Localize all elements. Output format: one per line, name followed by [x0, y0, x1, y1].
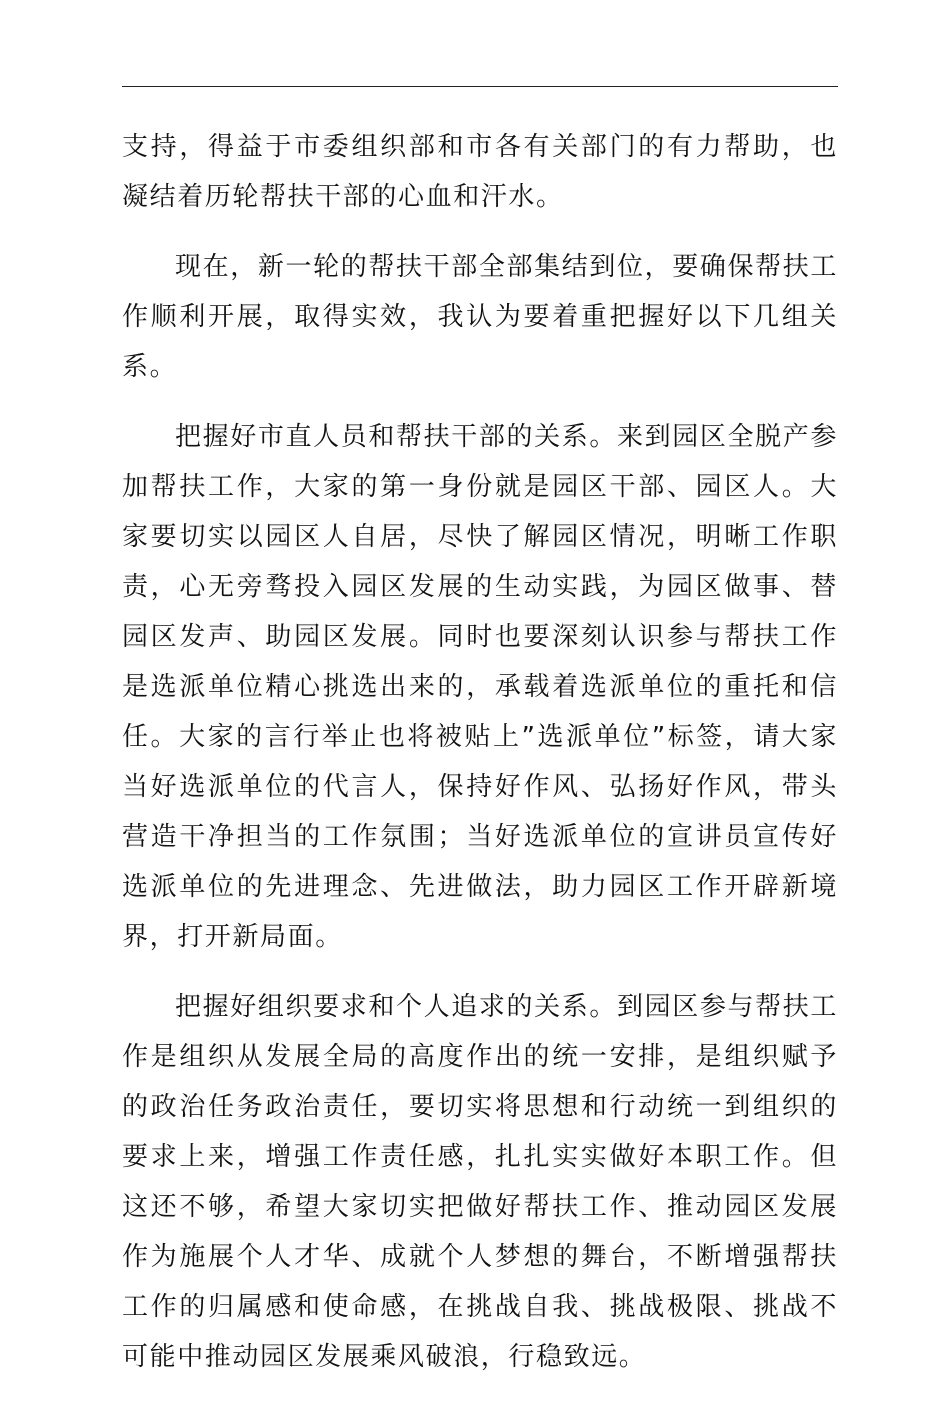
paragraph-4: 把握好组织要求和个人追求的关系。到园区参与帮扶工作是组织从发展全局的高度作出的统一安排，是组织赋予的政治任务政治责任，要切实将思想和行动统一到组织的要求上来，增强工作责任感，扎扎实实做好本职工作。但这还不够，希望大家切实把做好帮扶工作、推动园区发展作为施展个人才华、成就个人梦想的舞台，不断增强帮扶工作的归属感和使命感，在挑战自我、挑战极限、挑战不可能中推动园区发展乘风破浪，行稳致远。: [122, 992, 838, 1372]
paragraph-1: 支持，得益于市委组织部和市各有关部门的有力帮助，也凝结着历轮帮扶干部的心血和汗水。: [122, 132, 838, 212]
paragraph-2: 现在，新一轮的帮扶干部全部集结到位，要确保帮扶工作顺利开展，取得实效，我认为要着重把握好以下几组关系。: [122, 252, 838, 382]
paragraph-3: 把握好市直人员和帮扶干部的关系。来到园区全脱产参加帮扶工作，大家的第一身份就是园区干部、园区人。大家要切实以园区人自居，尽快了解园区情况，明晰工作职责，心无旁骛投入园区发展的生动实践，为园区做事、替园区发声、助园区发展。同时也要深刻认识参与帮扶工作是选派单位精心挑选出来的，承载着选派单位的重托和信任。大家的言行举止也将被贴上”选派单位”标签，请大家当好选派单位的代言人，保持好作风、弘扬好作风，带头营造干净担当的工作氛围；当好选派单位的宣讲员宣传好选派单位的先进理念、先进做法，助力园区工作开辟新境界，打开新局面。: [122, 422, 838, 952]
document-body: [122, 122, 838, 1402]
header-rule: [122, 86, 838, 87]
